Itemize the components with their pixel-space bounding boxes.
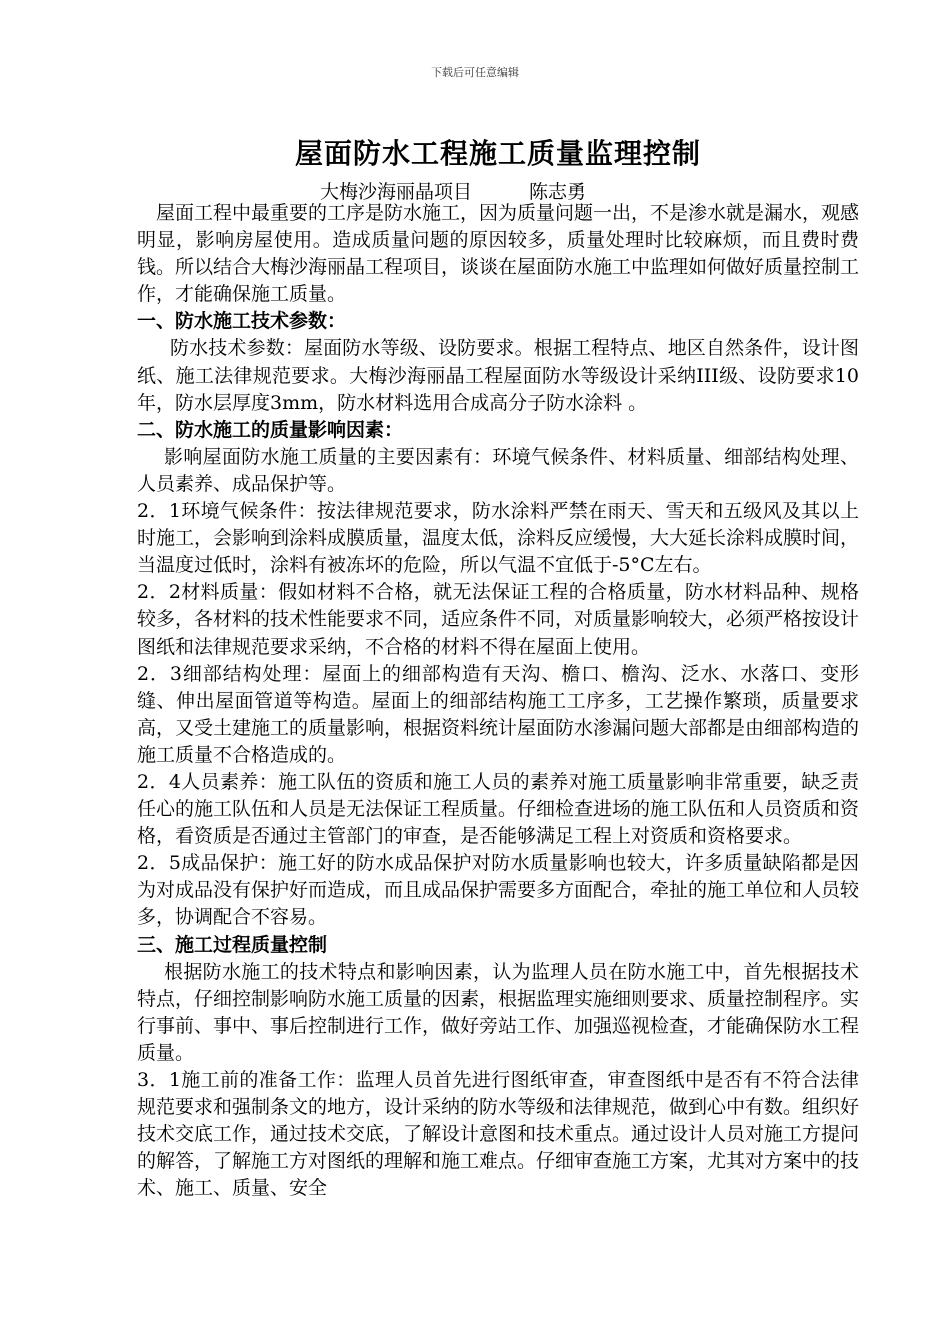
section-2-4-paragraph: 2．4人员素养：施工队伍的资质和施工人员的素养对施工质量影响非常重要，缺乏责任心的施工队伍和人员是无法保证工程质量。仔细检查进场的施工队伍和人员资质和资格，看资质是否通过主管部门的审查，是否能够满足工程上对资质和资格要求。 bbox=[137, 770, 860, 848]
section-2-intro-paragraph: 影响屋面防水施工质量的主要因素有：环境气候条件、材料质量、细部结构处理、人员素养、成品保护等。 bbox=[137, 445, 859, 495]
byline: 大梅沙海丽晶项目 陈志勇 bbox=[320, 181, 587, 203]
section-1-paragraph: 防水技术参数：屋面防水等级、设防要求。根据工程特点、地区自然条件，设计图纸、施工法律规范要求。大梅沙海丽晶工程屋面防水等级设计采纳III级、设防要求10年，防水层厚度3mm，防水材料选用合成高分子防水涂料 。 bbox=[137, 337, 859, 414]
section-3-intro-paragraph: 根据防水施工的技术特点和影响因素，认为监理人员在防水施工中，首先根据技术特点，仔细控制影响防水施工质量的因素，根据监理实施细则要求、质量控制程序。实行事前、事中、事后控制进行工作，做好旁站工作、加强巡视检查，才能确保防水工程质量。 bbox=[137, 960, 860, 1064]
section-1-heading: 一、防水施工技术参数： bbox=[137, 310, 347, 333]
section-2-heading: 二、防水施工的质量影响因素： bbox=[137, 418, 404, 441]
section-3-1-paragraph: 3．1施工前的准备工作：监理人员首先进行图纸审查，审查图纸中是否有不符合法律规范要求和强制条文的地方，设计采纳的防水等级和法律规范，做到心中有数。组织好技术交底工作，通过技术交底，了解设计意图和技术重点。通过设计人员对施工方提问的解答，了解施工方对图纸的理解和施工难点。仔细审查施工方案，尤其对方案中的技术、施工、质量、安全 bbox=[137, 1069, 860, 1200]
section-2-5-paragraph: 2．5成品保护：施工好的防水成品保护对防水质量影响也较大，许多质量缺陷都是因为对成品没有保护好而造成，而且成品保护需要多方面配合，牵扯的施工单位和人员较多，协调配合不容易。 bbox=[137, 852, 860, 929]
document-title: 屋面防水工程施工质量监理控制 bbox=[294, 137, 701, 170]
section-3-heading: 三、施工过程质量控制 bbox=[137, 933, 328, 956]
section-2-2-paragraph: 2．2材料质量：假如材料不合格，就无法保证工程的合格质量，防水材料品种、规格较多，各材料的技术性能要求不同，适应条件不同，对质量影响较大，必须严格按设计图纸和法律规范要求采纳，不合格的材料不得在屋面上使用。 bbox=[137, 581, 860, 658]
document-body bbox=[137, 200, 859, 1202]
header-note: 下载后可任意编辑 bbox=[431, 66, 519, 79]
section-2-1-paragraph: 2．1环境气候条件：按法律规范要求，防水涂料严禁在雨天、雪天和五级风及其以上时施工，会影响到涂料成膜质量，温度太低，涂料反应缓慢，大大延长涂料成膜时间，当温度过低时，涂料有被冻坏的危险，所以气温不宜低于-5°C左右。 bbox=[137, 500, 860, 577]
section-2-3-paragraph: 2．3细部结构处理：屋面上的细部构造有天沟、檐口、檐沟、泛水、水落口、变形缝、伸出屋面管道等构造。屋面上的细部结构施工工序多，工艺操作繁琐，质量要求高，又受土建施工的质量影响，根据资料统计屋面防水渗漏问题大部都是由细部构造的施工质量不合格造成的。 bbox=[137, 662, 860, 766]
intro-paragraph: 屋面工程中最重要的工序是防水施工，因为质量问题一出，不是渗水就是漏水，观感明显，影响房屋使用。造成质量问题的原因较多，质量处理时比较麻烦，而且费时费钱。所以结合大梅沙海丽晶工程项目，谈谈在屋面防水施工中监理如何做好质量控制工作，才能确保施工质量。 bbox=[137, 202, 860, 306]
